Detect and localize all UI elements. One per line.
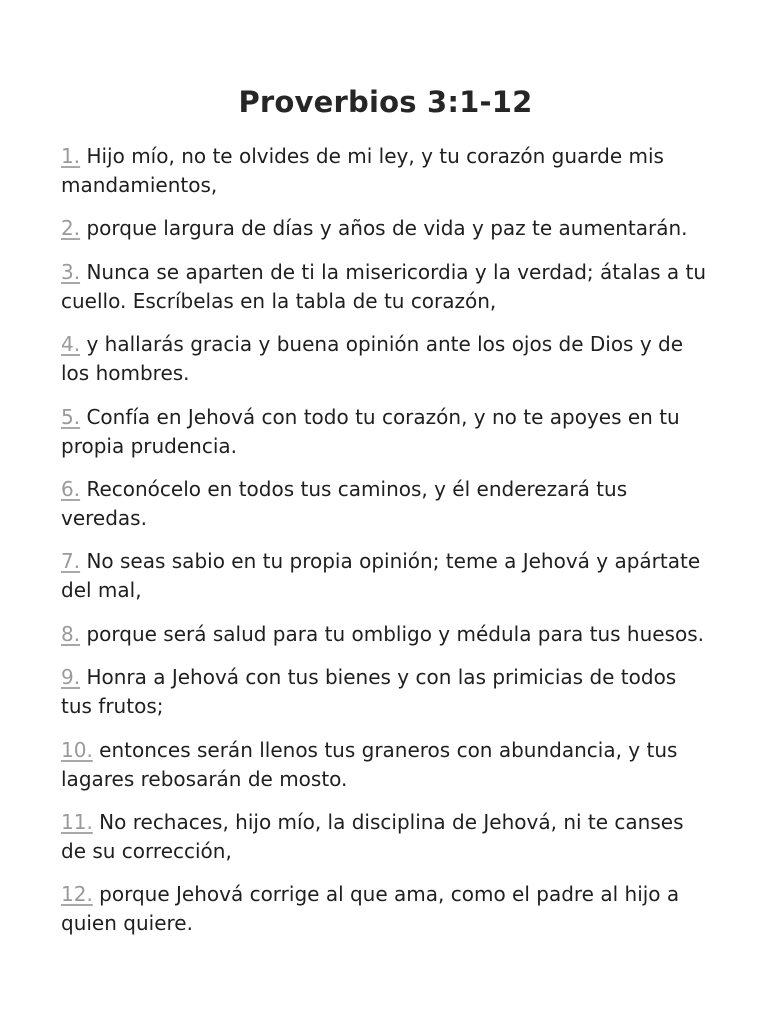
verse-text: porque Jehová corrige al que ama, como el padre al hijo a quien quiere. <box>61 882 680 936</box>
verse-item <box>61 403 710 461</box>
verse-text: entonces serán llenos tus graneros con abundancia, y tus lagares rebosarán de mosto. <box>61 737 678 791</box>
verse-item <box>61 475 710 533</box>
verse-list <box>61 142 710 938</box>
verse-item <box>61 736 710 794</box>
verse-text: porque será salud para tu ombligo y médula para tus huesos. <box>86 621 704 646</box>
verse-text: Honra a Jehová con tus bienes y con las primicias de todos tus frutos; <box>61 665 677 719</box>
verse-number-link[interactable]: 12. <box>61 882 93 907</box>
verse-item <box>61 663 710 721</box>
verse-text: porque largura de días y años de vida y paz te aumentarán. <box>86 216 688 241</box>
verse-number-link[interactable]: 11. <box>61 809 93 834</box>
verse-number-link[interactable]: 4. <box>61 332 81 357</box>
verse-text: No seas sabio en tu propia opinión; teme a Jehová y apártate del mal, <box>61 549 701 603</box>
verse-item <box>61 547 710 605</box>
verse-number-link[interactable]: 7. <box>61 549 81 574</box>
verse-item <box>61 142 710 200</box>
verse-number-link[interactable]: 6. <box>61 476 81 501</box>
page-title: Proverbios 3:1-12 <box>238 85 533 119</box>
verse-number-link[interactable]: 1. <box>61 144 81 168</box>
verse-text: Reconócelo en todos tus caminos, y él enderezará tus veredas. <box>61 476 628 530</box>
verse-number-link[interactable]: 5. <box>61 404 81 429</box>
verse-item <box>61 258 710 316</box>
verse-text: Nunca se aparten de ti la misericordia y la verdad; átalas a tu cuello. Escríbelas en la tabla de tu corazón, <box>61 259 707 313</box>
verse-number-link[interactable]: 3. <box>61 259 81 284</box>
verse-item <box>61 214 710 243</box>
verse-number-link[interactable]: 8. <box>61 621 81 646</box>
verse-number-link[interactable]: 10. <box>61 737 93 762</box>
verse-item <box>61 330 710 388</box>
verse-text: Confía en Jehová con todo tu corazón, y no te apoyes en tu propia prudencia. <box>61 404 680 458</box>
verse-text: y hallarás gracia y buena opinión ante los ojos de Dios y de los hombres. <box>61 332 684 386</box>
verse-item <box>61 620 710 649</box>
verse-number-link[interactable]: 2. <box>61 216 81 241</box>
verse-number-link[interactable]: 9. <box>61 665 81 690</box>
verse-item <box>61 880 710 938</box>
verse-item <box>61 808 710 866</box>
verse-text: Hijo mío, no te olvides de mi ley, y tu corazón guarde mis mandamientos, <box>61 144 664 197</box>
verse-text: No rechaces, hijo mío, la disciplina de Jehová, ni te canses de su corrección, <box>61 809 684 863</box>
